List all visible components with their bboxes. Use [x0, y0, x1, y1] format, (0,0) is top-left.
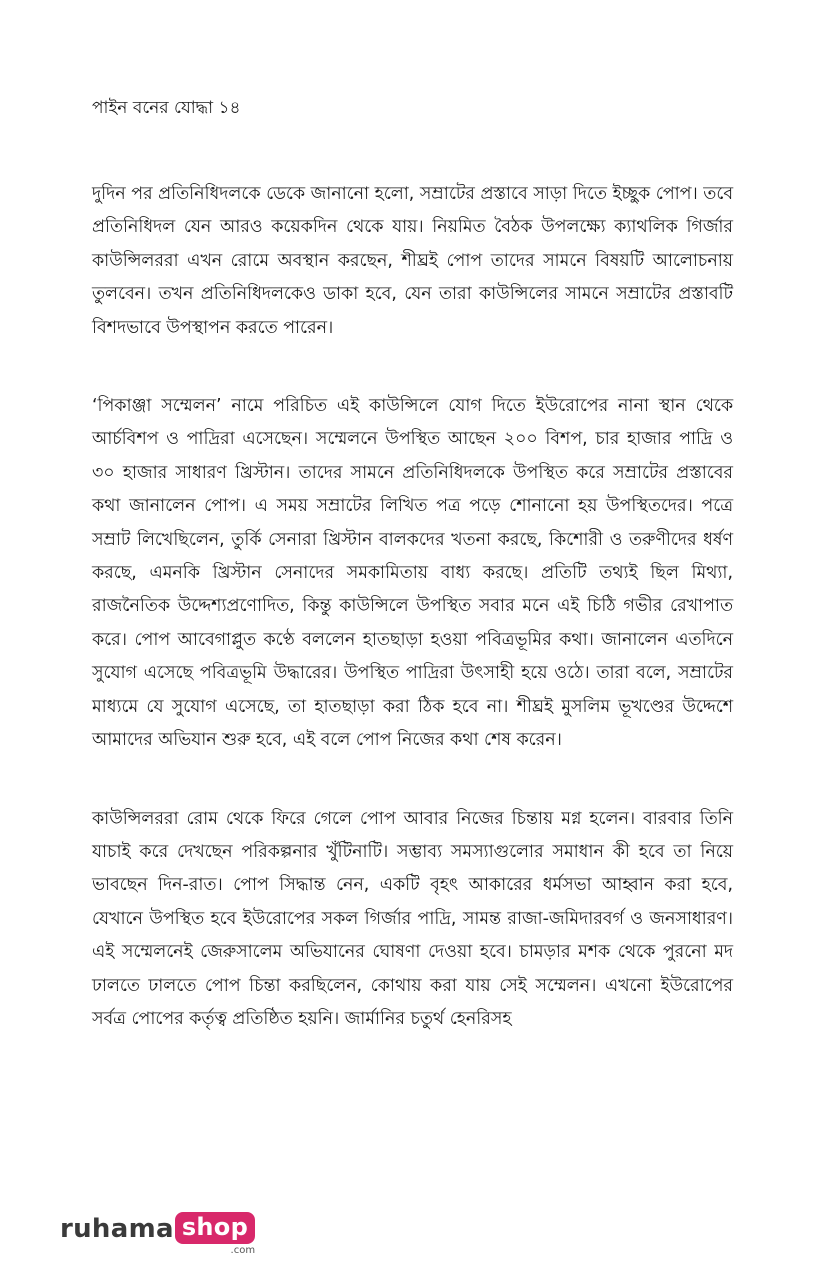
body-text: [92, 178, 733, 1036]
watermark-brand-left: ruhama: [60, 1214, 174, 1244]
paragraph-2: ‘পিকাঞ্জা সম্মেলন’ নামে পরিচিত এই কাউন্সিলে যোগ দিতে ইউরোপের নানা স্থান থেকে আর্চবিশপ ও পাদ্রিরা এসেছেন। সম্মেলনে উপস্থিত আছেন ২০০ বিশপ, চার হাজার পাদ্রি ও ৩০ হাজার সাধারণ খ্রিস্টান। তাদের সামনে প্রতিনিধিদলকে উপস্থিত করে সম্রাটের প্রস্তাবের কথা জানালেন পোপ। এ সময় সম্রাটের লিখিত পত্র পড়ে শোনানো হয় উপস্থিতদের। পত্রে সম্রাট লিখেছিলেন, তুর্কি সেনারা খ্রিস্টান বালকদের খতনা করছে, কিশোরী ও তরুণীদের ধর্ষণ করছে, এমনকি খ্রিস্টান সেনাদের সমকামিতায় বাধ্য করছে। প্রতিটি তথ্যই ছিল মিথ্যা, রাজনৈতিক উদ্দেশ্যপ্রণোদিত, কিন্তু কাউন্সিলে উপস্থিত সবার মনে এই চিঠি গভীর রেখাপাত করে। পোপ আবেগাপ্লুত কণ্ঠে বললেন হাতছাড়া হওয়া পবিত্রভূমির কথা। জানালেন এতদিনে সুযোগ এসেছে পবিত্রভূমি উদ্ধারের। উপস্থিত পাদ্রিরা উৎসাহী হয়ে ওঠে। তারা বলে, সম্রাটের মাধ্যমে যে সুযোগ এসেছে, তা হাতছাড়া করা ঠিক হবে না। শীঘ্রই মুসলিম ভূখণ্ডের উদ্দেশে আমাদের অভিযান শুরু হবে, এই বলে পোপ নিজের কথা শেষ করেন।: [92, 396, 733, 751]
watermark-domain: .com: [230, 1245, 256, 1256]
paragraph-1: দুদিন পর প্রতিনিধিদলকে ডেকে জানানো হলো, সম্রাটের প্রস্তাবে সাড়া দিতে ইচ্ছুক পোপ। তবে প্রতিনিধিদল যেন আরও কয়েকদিন থেকে যায়। নিয়মিত বৈঠক উপলক্ষ্যে ক্যাথলিক গির্জার কাউন্সিলররা এখন রোমে অবস্থান করছেন, শীঘ্রই পোপ তাদের সামনে বিষয়টি আলোচনায় তুলবেন। তখন প্রতিনিধিদলকেও ডাকা হবে, যেন তারা কাউন্সিলের সামনে সম্রাটের প্রস্তাবটি বিশদভাবে উপস্থাপন করতে পারেন।: [92, 184, 733, 338]
running-header: পাইন বনের যোদ্ধা ১৪: [92, 98, 241, 118]
ruhamashop-watermark-logo: [60, 1212, 255, 1262]
paragraph-3: কাউন্সিলররা রোম থেকে ফিরে গেলে পোপ আবার নিজের চিন্তায় মগ্ন হলেন। বারবার তিনি যাচাই করে দেখছেন পরিকল্পনার খুঁটিনাটি। সম্ভাব্য সমস্যাগুলোর সমাধান কী হবে তা নিয়ে ভাবছেন দিন-রাত। পোপ সিদ্ধান্ত নেন, একটি বৃহৎ আকারের ধর্মসভা আহ্বান করা হবে, যেখানে উপস্থিত হবে ইউরোপের সকল গির্জার পাদ্রি, সামন্ত রাজা-জমিদারবর্গ ও জনসাধারণ। এই সম্মেলনেই জেরুসালেম অভিযানের ঘোষণা দেওয়া হবে। চামড়ার মশক থেকে পুরনো মদ ঢালতে ঢালতে পোপ চিন্তা করছিলেন, কোথায় করা যায় সেই সম্মেলন। এখনো ইউরোপের সর্বত্র পোপের কর্তৃত্ব প্রতিষ্ঠিত হয়নি। জার্মানির চতুর্থ হেনরিসহ: [92, 808, 733, 1029]
watermark-shop-badge: [175, 1212, 255, 1257]
watermark-brand-right: shop: [175, 1212, 255, 1244]
